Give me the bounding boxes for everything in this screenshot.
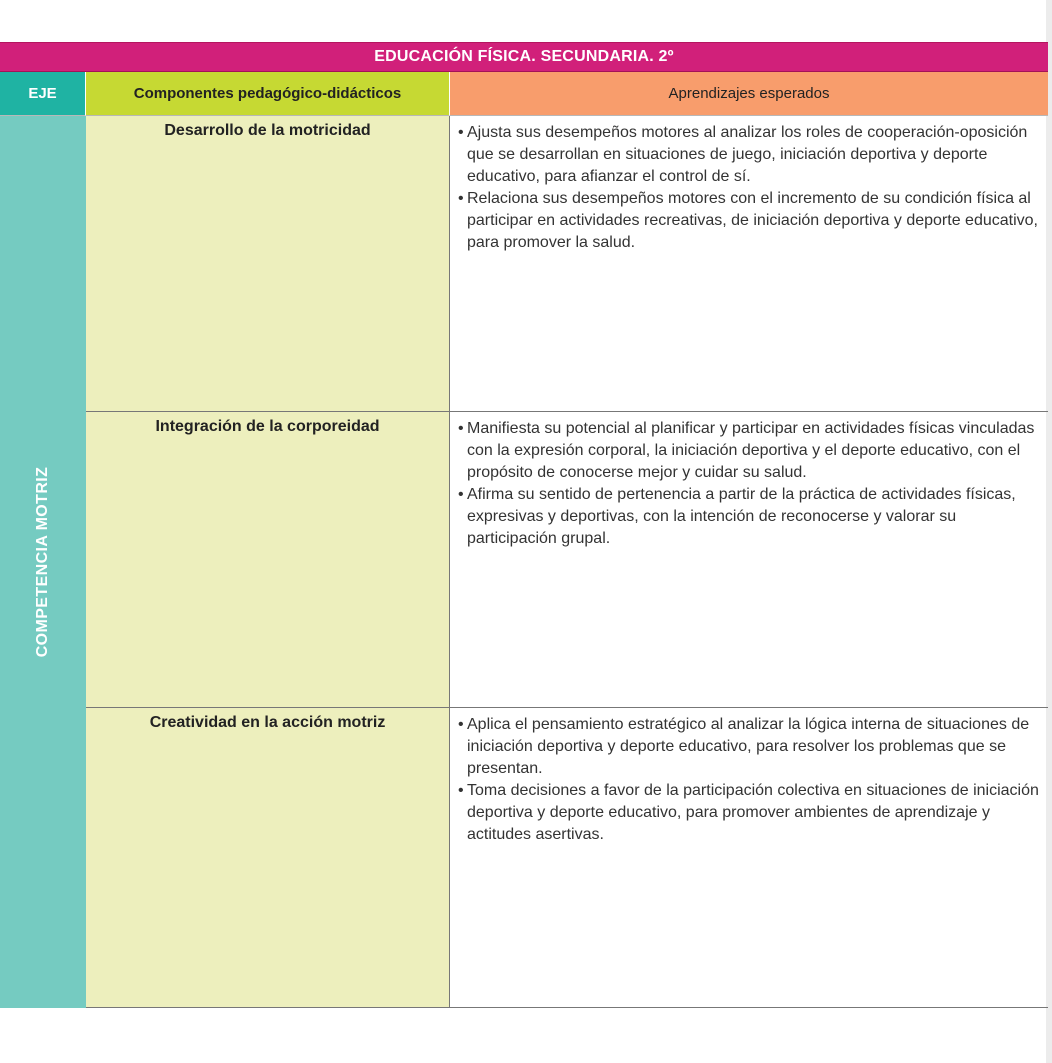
aprendizaje-text: Toma decisiones a favor de la participación colectiva en situaciones de iniciación deportiva y deporte educativo, para promover ambientes de aprendizaje y actitudes asertivas. [467,782,1039,843]
list-item [458,714,1040,780]
bullet-marker: • [458,716,464,733]
componente-cell: Desarrollo de la motricidad [86,116,450,411]
eje-label: COMPETENCIA MOTRIZ [34,466,51,658]
header-aprendizajes: Aprendizajes esperados [450,72,1048,116]
aprendizajes-cell [450,708,1048,1007]
aprendizaje-text: Manifiesta su potencial al planificar y participar en actividades físicas vinculadas con la expresión corporal, la iniciación deportiva y el deporte educativo, con el propósito de conocerse mejor y cuidar su salud. [467,420,1035,481]
componente-cell: Integración de la corporeidad [86,412,450,707]
list-item [458,780,1040,846]
curriculum-table [0,42,1048,1008]
aprendizajes-cell [450,412,1048,707]
aprendizaje-text: Aplica el pensamiento estratégico al analizar la lógica interna de situaciones de iniciación deportiva y deporte educativo, para resolver los problemas que se presentan. [467,716,1030,777]
header-row [0,72,1048,116]
bullet-marker: • [458,782,464,799]
eje-column [0,116,86,1008]
table-body [0,116,1048,1008]
aprendizaje-text: Afirma su sentido de pertenencia a partir de la práctica de actividades físicas, expresivas y deportivas, con la intención de reconocerse y valorar su participación grupal. [467,486,1016,547]
list-item [458,188,1040,254]
list-item [458,484,1040,550]
bullet-marker: • [458,124,464,141]
rows-container [86,116,1048,1008]
bullet-marker: • [458,420,464,437]
list-item [458,122,1040,188]
table-row [86,708,1048,1008]
table-row [86,116,1048,412]
aprendizaje-text: Ajusta sus desempeños motores al analizar los roles de cooperación-oposición que se desarrollan en situaciones de juego, iniciación deportiva y deporte educativo, para afianzar el control de sí. [467,124,1028,185]
bullet-marker: • [458,190,464,207]
aprendizajes-cell [450,116,1048,411]
list-item [458,418,1040,484]
aprendizaje-text: Relaciona sus desempeños motores con el incremento de su condición física al participar en actividades recreativas, de iniciación deportiva y deporte educativo, para promover la salud. [467,190,1038,251]
table-title: EDUCACIÓN FÍSICA. SECUNDARIA. 2º [0,42,1048,72]
componente-cell: Creatividad en la acción motriz [86,708,450,1007]
header-eje: EJE [0,72,86,116]
header-componentes: Componentes pedagógico-didácticos [86,72,450,116]
table-row [86,412,1048,708]
bullet-marker: • [458,486,464,503]
